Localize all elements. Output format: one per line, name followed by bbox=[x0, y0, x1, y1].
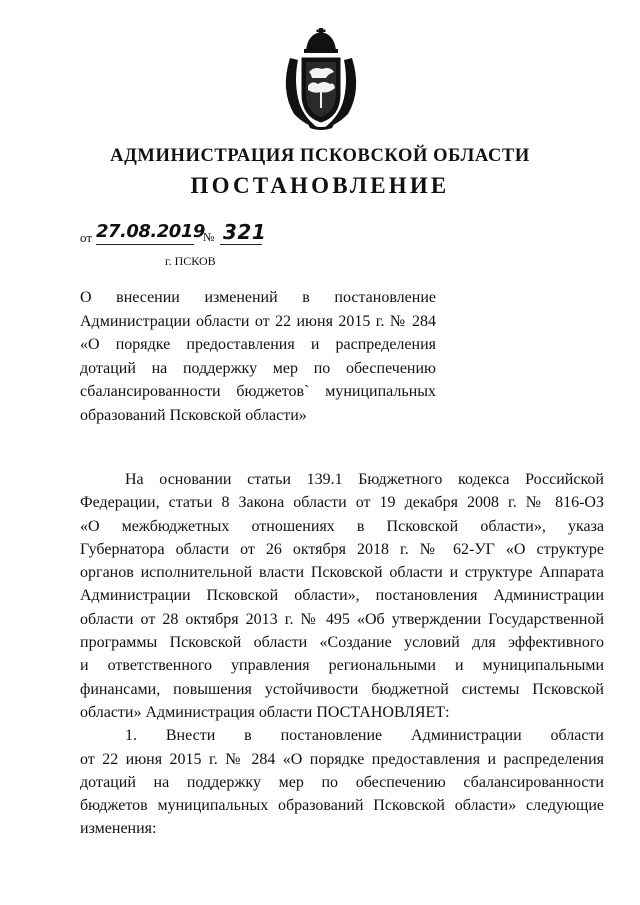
subject-line: Администрации области от 22 июня 2015 г. № 284 bbox=[80, 312, 436, 330]
number-value: 321 bbox=[223, 220, 267, 244]
body-line: области» Администрация области ПОСТАНОВЛЯЕТ: bbox=[80, 703, 450, 721]
body-line: Губернатора области от 26 октября 2018 г. № 62-УГ «О структуре bbox=[80, 540, 604, 558]
body-line: Администрации Псковской области», постановления Администрации bbox=[80, 587, 604, 605]
subject-line: образований Псковской области» bbox=[80, 406, 307, 424]
body-line: дотаций на поддержку мер по обеспечению сбалансированности bbox=[80, 773, 604, 791]
body-line: бюджетов муниципальных образований Псковской области» следующие bbox=[80, 797, 604, 815]
body-line: органов исполнительной власти Псковской области и структуре Аппарата bbox=[80, 564, 604, 582]
body-line: и ответственного управления региональными и муниципальными bbox=[80, 657, 604, 675]
date-underline bbox=[96, 244, 194, 245]
date-label: от bbox=[80, 230, 93, 245]
body-line: На основании статьи 139.1 Бюджетного кодекса Российской bbox=[125, 471, 604, 488]
body-line: «О межбюджетных отношениях в Псковской области», указа bbox=[80, 517, 604, 535]
organization-title: АДМИНИСТРАЦИЯ ПСКОВСКОЙ ОБЛАСТИ bbox=[110, 146, 530, 166]
number-underline bbox=[220, 244, 262, 245]
subject-line: дотаций на поддержку мер по обеспечению bbox=[80, 359, 436, 377]
document-type: ПОСТАНОВЛЕНИЕ bbox=[190, 173, 450, 198]
body-line: финансами, повышения устойчивости бюджетной системы Псковской bbox=[80, 680, 604, 698]
body-line: 1. Внести в постановление Администрации области bbox=[125, 727, 604, 745]
subject-line: О внесении изменений в постановление bbox=[80, 289, 436, 306]
document-subject bbox=[80, 286, 436, 428]
body-line: Федерации, статьи 8 Закона области от 19 декабря 2008 г. № 816-ОЗ bbox=[80, 494, 604, 512]
subject-line: сбалансированности бюджетов` муниципальных bbox=[80, 383, 436, 401]
date-value: 27.08.2019 bbox=[96, 221, 205, 242]
coat-of-arms-icon bbox=[278, 28, 364, 130]
number-label: № bbox=[203, 230, 215, 244]
city-label: г. ПСКОВ bbox=[165, 254, 216, 268]
document-body bbox=[80, 468, 604, 841]
body-line: программы Псковской области «Создание условий для эффективного bbox=[80, 634, 604, 652]
body-line: изменения: bbox=[80, 820, 157, 838]
body-line: от 22 июня 2015 г. № 284 «О порядке предоставления и распределения bbox=[80, 750, 604, 768]
body-line: области от 28 октября 2013 г. № 495 «Об утверждении Государственной bbox=[80, 610, 604, 628]
subject-line: «О порядке предоставления и распределения bbox=[80, 336, 436, 354]
